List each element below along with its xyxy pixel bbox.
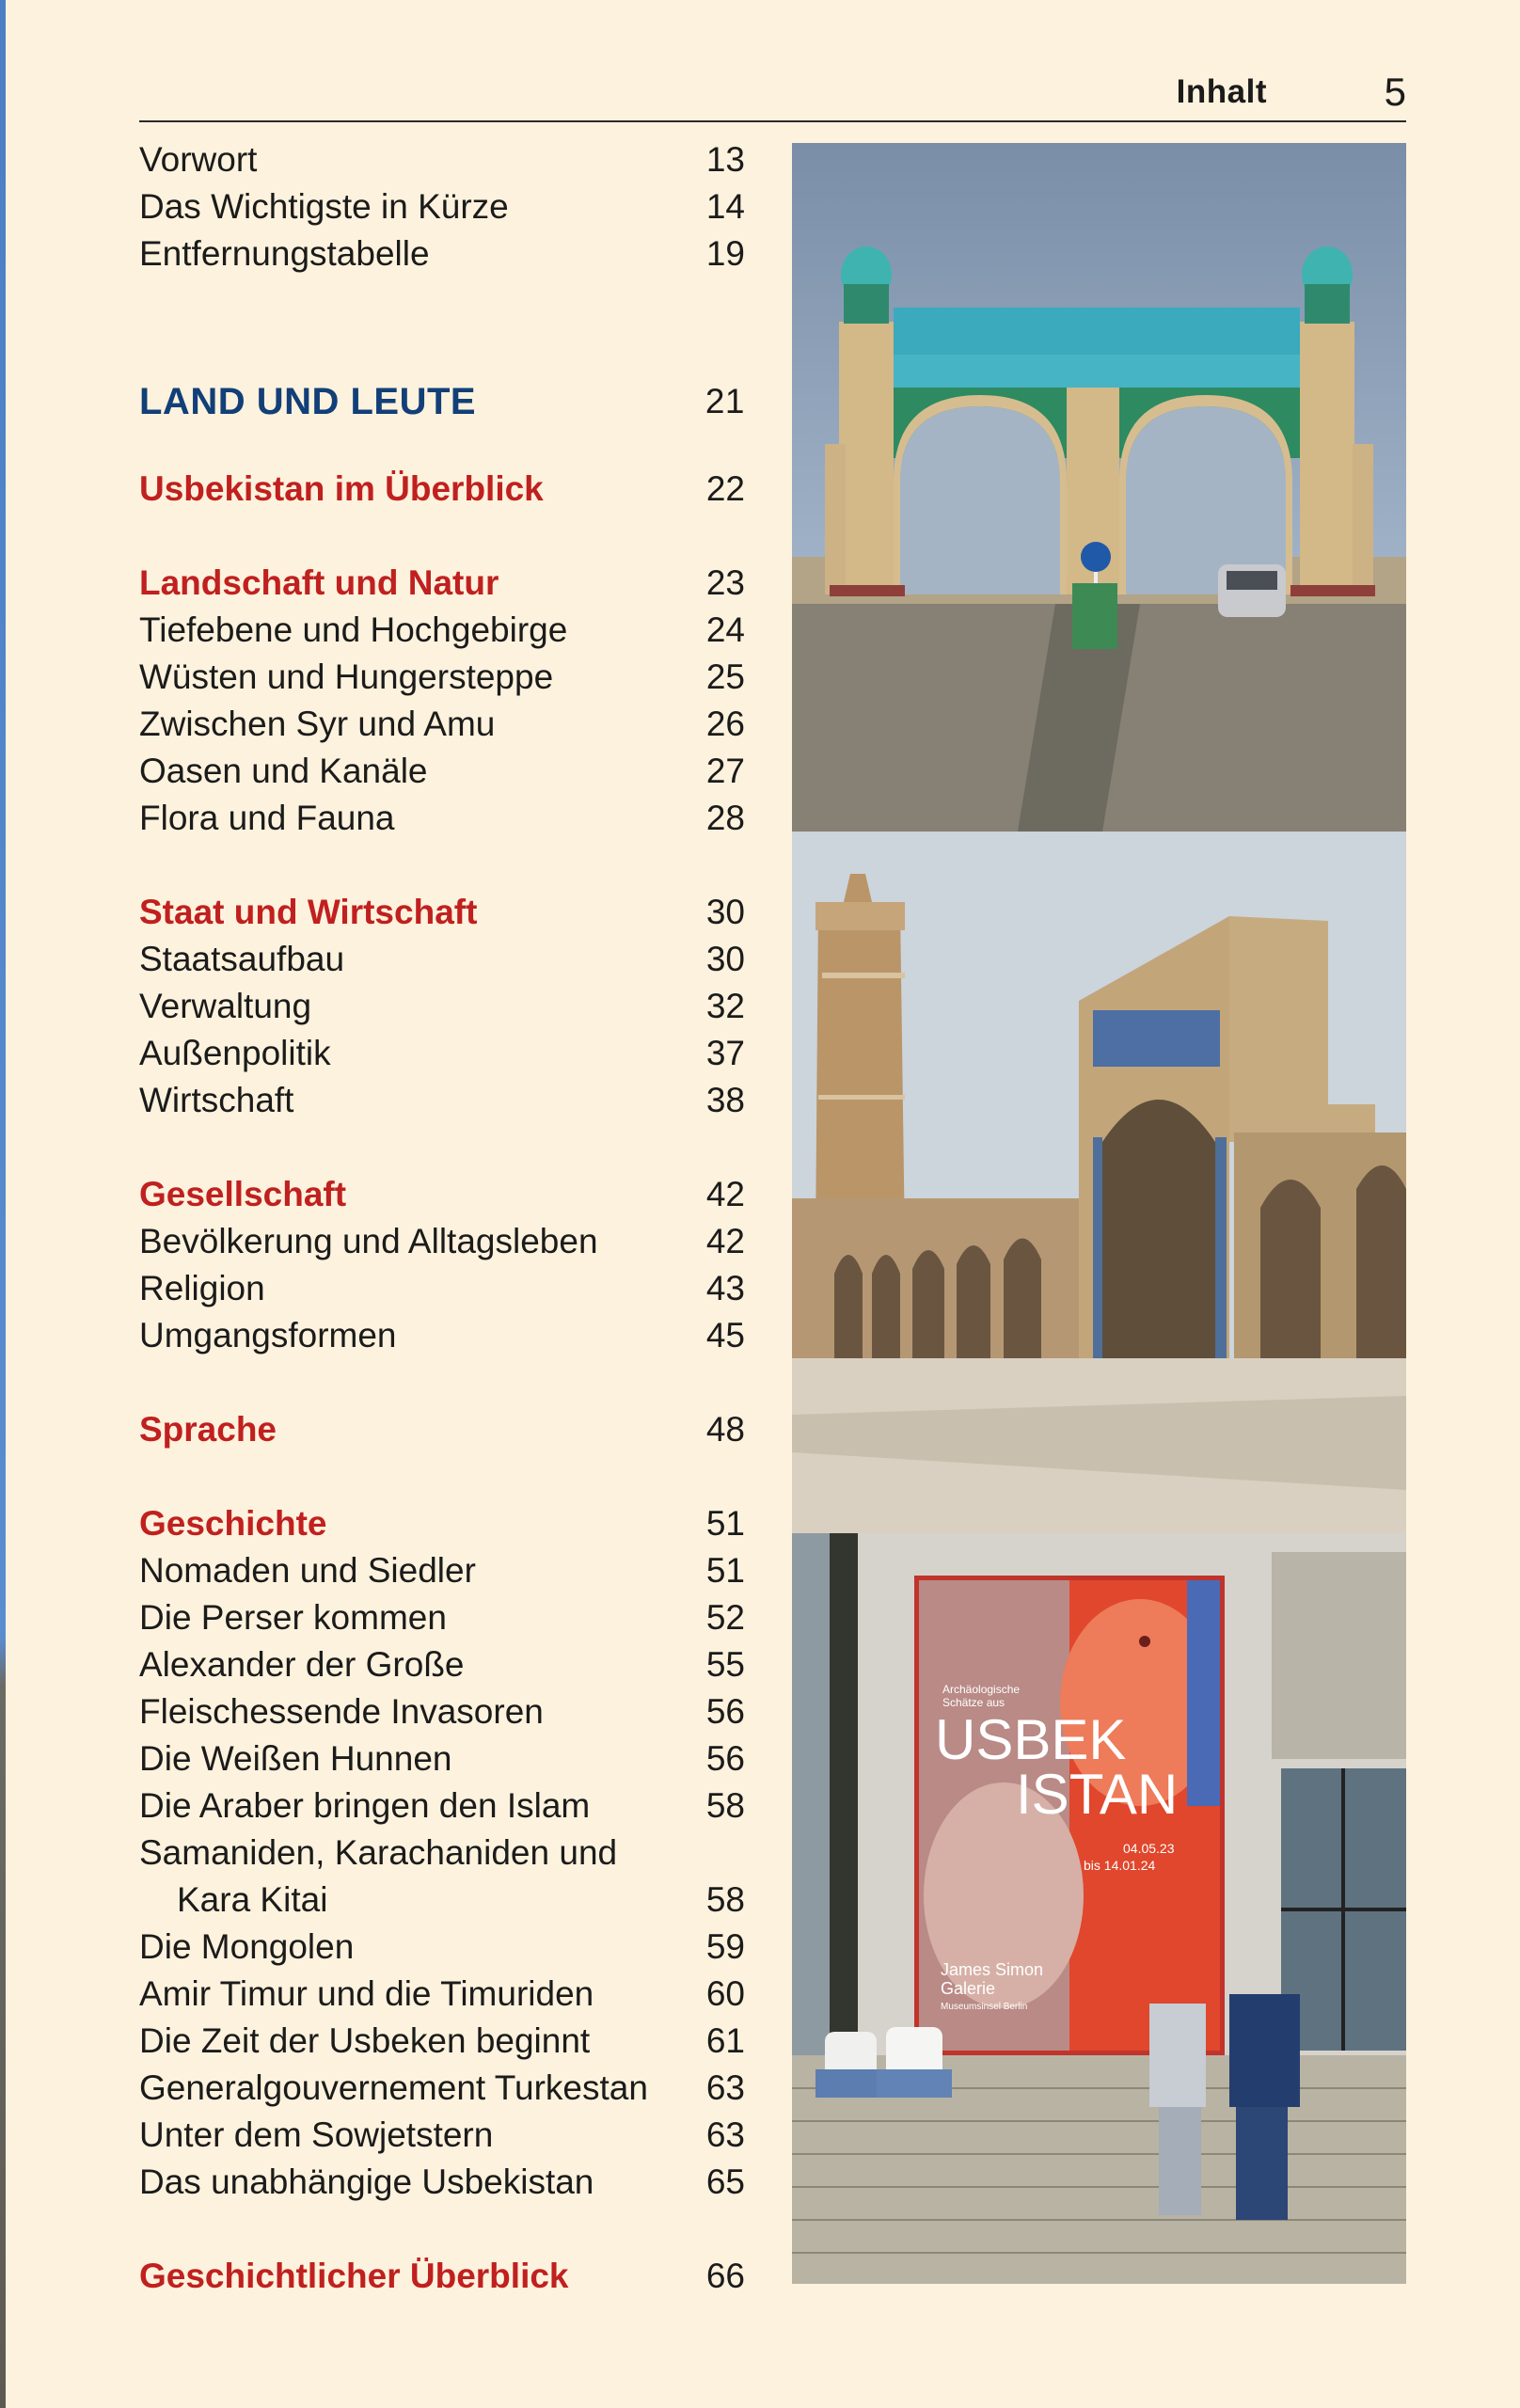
toc-page: 26 (705, 705, 745, 743)
toc-page: 32 (705, 987, 745, 1025)
running-header (139, 66, 1406, 122)
photo-museum-poster (792, 1533, 1406, 2284)
toc-label: Kara Kitai (177, 1880, 328, 1919)
toc-label: Staatsaufbau (139, 940, 345, 978)
toc-label: Wirtschaft (139, 1081, 294, 1119)
toc-entry[interactable] (139, 2065, 745, 2112)
toc-label: Entfernungstabelle (139, 234, 430, 273)
toc-entry[interactable] (139, 1077, 745, 1124)
toc-page: 61 (705, 2021, 745, 2060)
toc-page: 28 (705, 799, 745, 837)
toc-entry[interactable] (139, 1547, 745, 1594)
svg-text:Schätze aus: Schätze aus (942, 1696, 1005, 1709)
toc-page: 65 (705, 2162, 745, 2201)
running-title: Inhalt (1176, 73, 1267, 110)
svg-text:James Simon: James Simon (941, 1960, 1044, 1979)
photo-mosque-minaret (792, 832, 1406, 1533)
toc-label: Unter dem Sowjetstern (139, 2115, 494, 2154)
toc-page: 42 (705, 1175, 745, 1213)
toc-label: Tiefebene und Hochgebirge (139, 610, 568, 649)
toc-entry[interactable] (139, 136, 745, 183)
toc-page: 23 (705, 563, 745, 602)
toc-label: Generalgouvernement Turkestan (139, 2068, 648, 2107)
toc-label: Die Perser kommen (139, 1598, 447, 1637)
toc-part-heading[interactable] (139, 378, 745, 425)
toc-entry[interactable] (139, 936, 745, 983)
toc-label: Fleischessende Invasoren (139, 1692, 544, 1731)
toc-page: 30 (705, 893, 745, 931)
toc-page: 30 (705, 940, 745, 978)
toc-label: Flora und Fauna (139, 799, 395, 837)
toc-label: Amir Timur und die Timuriden (139, 1974, 594, 2013)
toc-entry[interactable] (139, 1265, 745, 1312)
svg-text:Archäologische: Archäologische (942, 1683, 1021, 1696)
toc-page: 25 (705, 657, 745, 696)
svg-text:ISTAN: ISTAN (1016, 1763, 1179, 1826)
toc-label: Landschaft und Natur (139, 563, 499, 602)
toc-page: 24 (705, 610, 745, 649)
toc-page: 45 (705, 1316, 745, 1354)
toc-page: 59 (705, 1927, 745, 1966)
toc-page: 21 (705, 382, 745, 420)
toc-entry[interactable] (139, 183, 745, 230)
page-edge-strip (0, 0, 6, 2408)
toc-entry[interactable] (139, 1030, 745, 1077)
toc-entry[interactable] (139, 2159, 745, 2206)
photo-city-gate (792, 143, 1406, 832)
toc-page: 38 (705, 1081, 745, 1119)
toc-page: 60 (705, 1974, 745, 2013)
toc-page: 58 (705, 1880, 745, 1919)
toc-entry[interactable] (139, 1924, 745, 1971)
toc-page: 48 (705, 1410, 745, 1449)
toc-chapter-heading[interactable] (139, 1171, 745, 1218)
toc-label: Geschichtlicher Überblick (139, 2257, 569, 2295)
toc-page: 51 (705, 1504, 745, 1543)
toc-page: 56 (705, 1739, 745, 1778)
toc-page: 37 (705, 1034, 745, 1072)
toc-entry[interactable] (139, 654, 745, 701)
toc-label: Alexander der Große (139, 1645, 465, 1684)
toc-page: 43 (705, 1269, 745, 1307)
toc-entry[interactable] (139, 1735, 745, 1782)
svg-text:bis 14.01.24: bis 14.01.24 (1084, 1858, 1156, 1873)
toc-label: Die Mongolen (139, 1927, 355, 1966)
toc-entry[interactable] (139, 230, 745, 277)
toc-label: Geschichte (139, 1504, 327, 1543)
toc-page: 56 (705, 1692, 745, 1731)
toc-page: 63 (705, 2068, 745, 2107)
toc-label: Bevölkerung und Alltagsleben (139, 1222, 598, 1260)
toc-entry[interactable] (139, 607, 745, 654)
toc-label: Nomaden und Siedler (139, 1551, 476, 1590)
toc-label: Wüsten und Hungersteppe (139, 657, 554, 696)
toc-chapter-heading[interactable] (139, 2253, 745, 2300)
toc-label: Gesellschaft (139, 1175, 347, 1213)
toc-page: 14 (705, 187, 745, 226)
toc-entry[interactable] (139, 795, 745, 842)
toc-page: 42 (705, 1222, 745, 1260)
toc-entry-continuation[interactable] (139, 1877, 745, 1924)
toc-page: 66 (705, 2257, 745, 2295)
toc-chapter-heading[interactable] (139, 560, 745, 607)
toc-entry[interactable] (139, 1312, 745, 1359)
toc-label: Die Weißen Hunnen (139, 1739, 452, 1778)
toc-label: Sprache (139, 1410, 277, 1449)
toc-chapter-heading[interactable] (139, 1406, 745, 1453)
toc-entry[interactable] (139, 1688, 745, 1735)
toc-entry[interactable] (139, 2018, 745, 2065)
toc-label: Das unabhängige Usbekistan (139, 2162, 594, 2201)
toc-label: LAND UND LEUTE (139, 381, 477, 422)
toc-label: Zwischen Syr und Amu (139, 705, 496, 743)
toc-chapter-heading[interactable] (139, 889, 745, 936)
toc-label: Verwaltung (139, 987, 312, 1025)
toc-entry[interactable] (139, 2112, 745, 2159)
toc-label: Vorwort (139, 140, 258, 179)
toc-entry[interactable] (139, 701, 745, 748)
svg-text:Museumsinsel Berlin: Museumsinsel Berlin (941, 2002, 1028, 2012)
toc-chapter-heading[interactable] (139, 466, 745, 513)
svg-text:04.05.23: 04.05.23 (1123, 1841, 1175, 1856)
table-of-contents (139, 136, 745, 2300)
page-number: 5 (1384, 70, 1406, 114)
toc-entry[interactable] (139, 1594, 745, 1641)
toc-label: Außenpolitik (139, 1034, 331, 1072)
toc-page: 13 (705, 140, 745, 179)
toc-label: Umgangsformen (139, 1316, 397, 1354)
toc-page: 19 (705, 234, 745, 273)
toc-label: Religion (139, 1269, 265, 1307)
toc-chapter-heading[interactable] (139, 1500, 745, 1547)
toc-page: 22 (705, 469, 745, 508)
toc-entry[interactable] (139, 1782, 745, 1830)
toc-entry[interactable] (139, 1830, 745, 1877)
toc-label: Staat und Wirtschaft (139, 893, 478, 931)
toc-label: Samaniden, Karachaniden und (139, 1833, 618, 1872)
toc-label: Die Zeit der Usbeken beginnt (139, 2021, 591, 2060)
toc-entry[interactable] (139, 748, 745, 795)
toc-label: Usbekistan im Überblick (139, 469, 544, 508)
toc-label: Die Araber bringen den Islam (139, 1786, 591, 1825)
toc-entry[interactable] (139, 1218, 745, 1265)
toc-entry[interactable] (139, 1641, 745, 1688)
toc-label: Oasen und Kanäle (139, 752, 428, 790)
toc-entry[interactable] (139, 1971, 745, 2018)
toc-page: 27 (705, 752, 745, 790)
toc-page: 51 (705, 1551, 745, 1590)
toc-page: 52 (705, 1598, 745, 1637)
svg-text:USBEK: USBEK (935, 1708, 1127, 1771)
toc-label: Das Wichtigste in Kürze (139, 187, 509, 226)
toc-page: 58 (705, 1786, 745, 1825)
toc-page: 55 (705, 1645, 745, 1684)
toc-page: 63 (705, 2115, 745, 2154)
svg-text:Galerie: Galerie (941, 1979, 996, 1998)
toc-entry[interactable] (139, 983, 745, 1030)
